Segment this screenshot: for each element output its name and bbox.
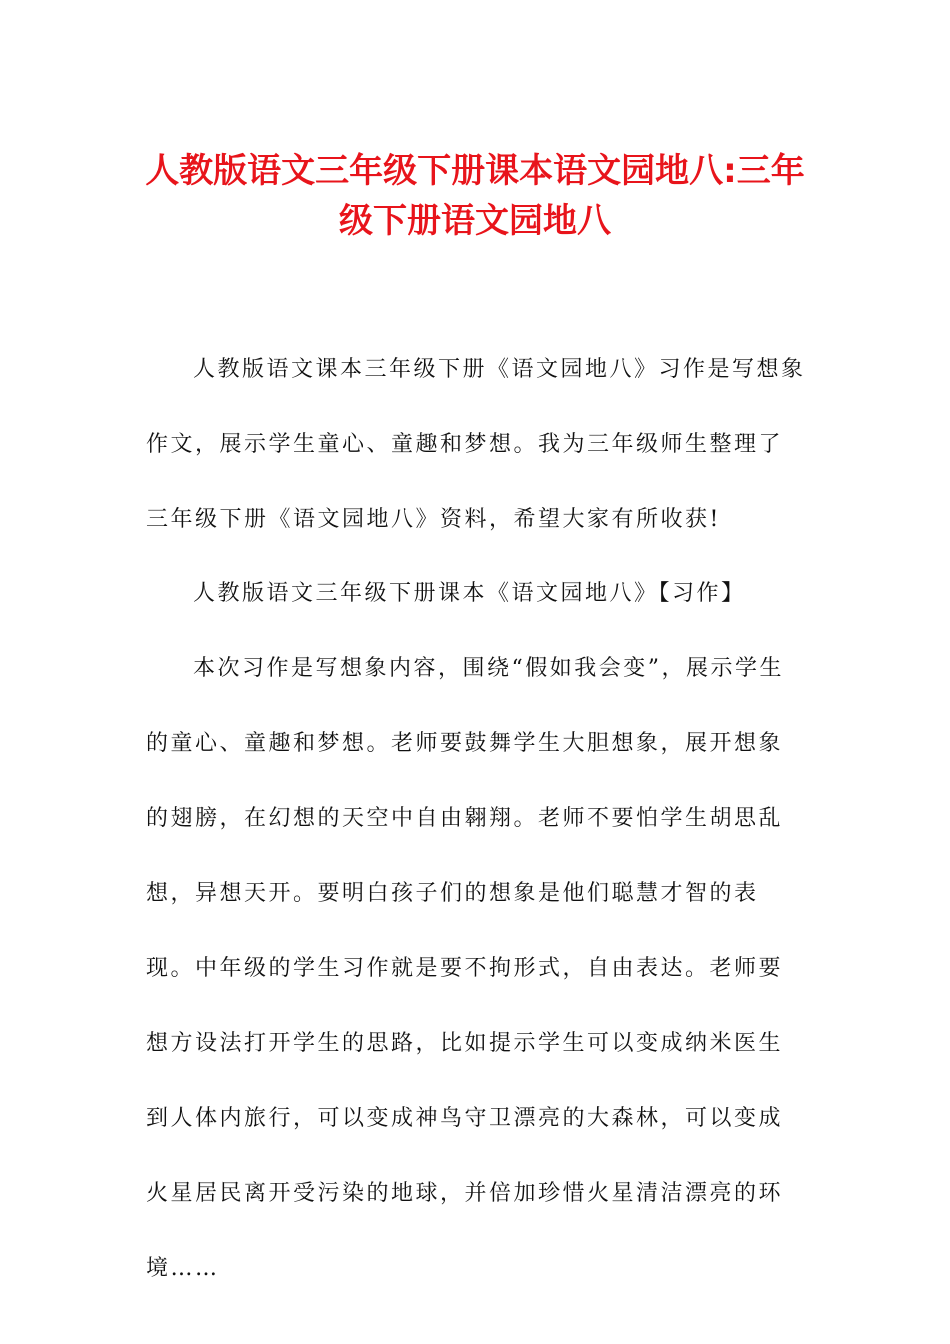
document-title: 人教版语文三年级下册课本语文园地八:三年级下册语文园地八 xyxy=(145,151,805,241)
section-heading-paragraph: 人教版语文三年级下册课本《语文园地八》【习作】 xyxy=(193,581,746,606)
intro-paragraph: 人教版语文课本三年级下册《语文园地八》习作是写想象作文，展示学生童心、童趣和梦想。我为三年级师生整理了三年级下册《语文园地八》资料，希望大家有所收获! xyxy=(146,357,806,532)
writing-guidance-paragraph: 本次习作是写想象内容，围绕“假如我会变”，展示学生的童心、童趣和梦想。老师要鼓舞学生大胆想象，展开想象的翅膀，在幻想的天空中自由翱翔。老师不要怕学生胡思乱想，异想天开。要明白孩子们的想象是他们聪慧才智的表现。中年级的学生习作就是要不拘形式，自由表达。老师要想方设法打开学生的思路，比如提示学生可以变成纳米医生到人体内旅行，可以变成神鸟守卫漂亮的大森林，可以变成火星居民离开受污染的地球，并倍加珍惜火星清洁漂亮的环境…… xyxy=(146,656,784,1281)
